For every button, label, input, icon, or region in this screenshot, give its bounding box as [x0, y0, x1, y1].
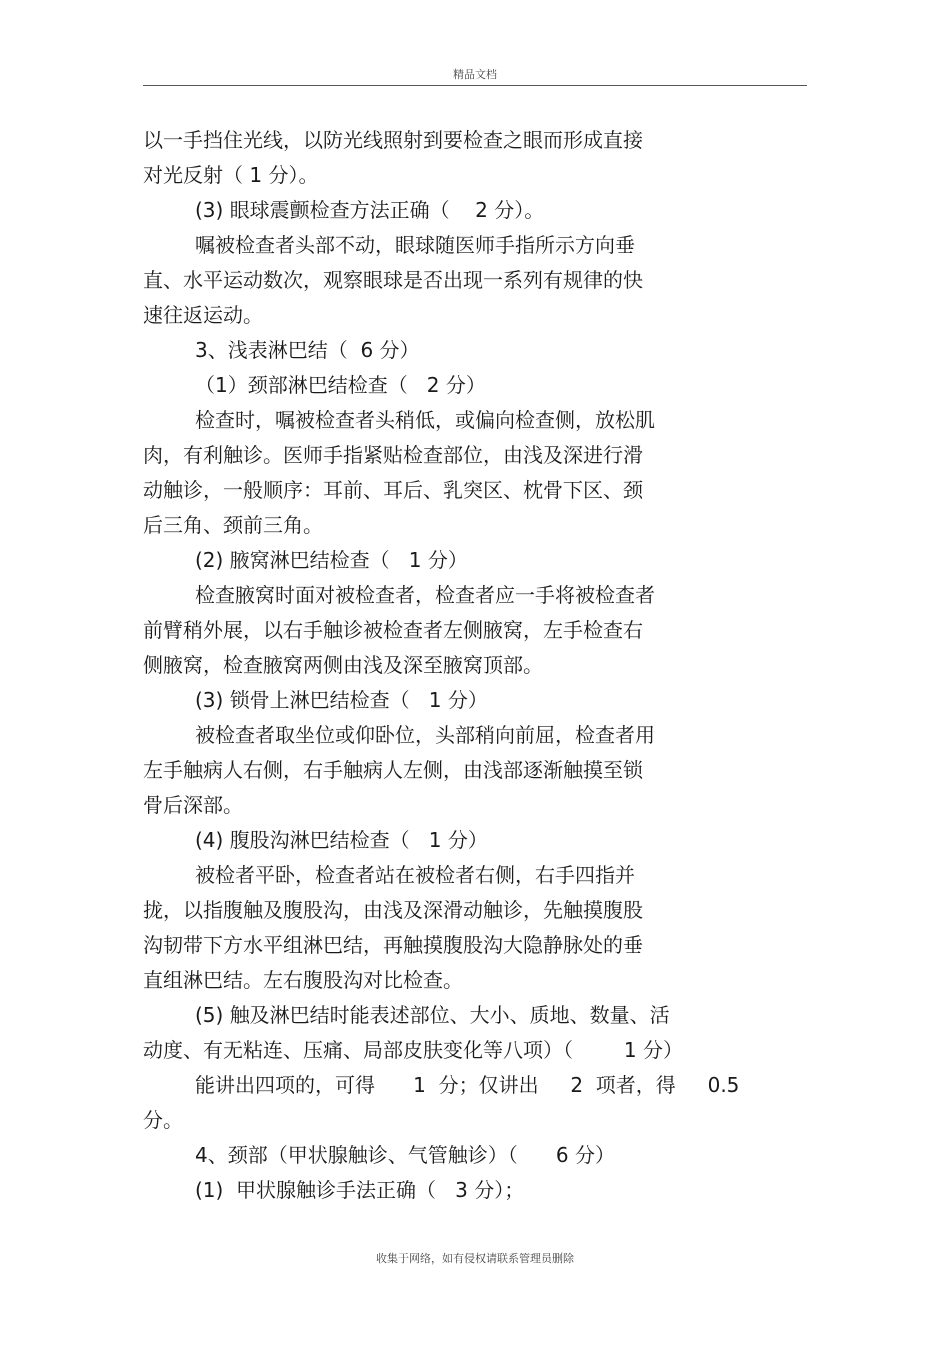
- text-line: 前臂稍外展，以右手触诊被检查者左侧腋窝，左手检查右: [143, 618, 643, 642]
- text-line: 嘱被检查者头部不动，眼球随医师手指所示方向垂: [195, 233, 635, 257]
- text-line: 后三角、颈前三角。: [143, 513, 323, 537]
- text-line: 速往返运动。: [143, 303, 263, 327]
- text-line: 动触诊，一般顺序：耳前、耳后、乳突区、枕骨下区、颈: [143, 478, 643, 502]
- text-line: (2) 腋窝淋巴结检查（ 1 分）: [195, 548, 468, 572]
- text-line: 3、浅表淋巴结（ 6 分）: [195, 338, 420, 362]
- text-line: 被检者平卧，检查者站在被检者右侧，右手四指并: [195, 863, 635, 887]
- text-line: 检查时，嘱被检查者头稍低，或偏向检查侧，放松肌: [195, 408, 655, 432]
- text-line: （1）颈部淋巴结检查（ 2 分）: [195, 373, 486, 397]
- text-line: 被检查者取坐位或仰卧位，头部稍向前屈，检查者用: [195, 723, 655, 747]
- text-line: 分。: [143, 1108, 183, 1132]
- text-line: 直组淋巴结。左右腹股沟对比检查。: [143, 968, 463, 992]
- text-line: 拢，以指腹触及腹股沟，由浅及深滑动触诊，先触摸腹股: [143, 898, 643, 922]
- text-line: (4) 腹股沟淋巴结检查（ 1 分）: [195, 828, 488, 852]
- text-line: 4、颈部（甲状腺触诊、气管触诊）（ 6 分）: [195, 1143, 615, 1167]
- text-line: 动度、有无粘连、压痛、局部皮肤变化等八项）（ 1 分）: [143, 1038, 683, 1062]
- text-line: 能讲出四项的，可得 1 分；仅讲出 2 项者，得 0.5: [195, 1073, 740, 1097]
- text-line: (3) 锁骨上淋巴结检查（ 1 分）: [195, 688, 488, 712]
- page-header: 精品文档: [453, 68, 497, 81]
- text-line: 以一手挡住光线，以防光线照射到要检查之眼而形成直接: [143, 128, 643, 152]
- text-line: 沟韧带下方水平组淋巴结，再触摸腹股沟大隐静脉处的垂: [143, 933, 643, 957]
- page-footer: 收集于网络，如有侵权请联系管理员删除: [376, 1252, 574, 1265]
- text-line: 侧腋窝，检查腋窝两侧由浅及深至腋窝顶部。: [143, 653, 543, 677]
- text-line: (3) 眼球震颤检查方法正确（ 2 分）。: [195, 198, 545, 222]
- text-line: 直、水平运动数次，观察眼球是否出现一系列有规律的快: [143, 268, 643, 292]
- text-line: 肉，有利触诊。医师手指紧贴检查部位，由浅及深进行滑: [143, 443, 643, 467]
- text-line: 检查腋窝时面对被检查者，检查者应一手将被检查者: [195, 583, 655, 607]
- text-line: 对光反射（ 1 分）。: [143, 163, 319, 187]
- text-line: 左手触病人右侧，右手触病人左侧，由浅部逐渐触摸至锁: [143, 758, 643, 782]
- text-line: (1) 甲状腺触诊手法正确（ 3 分）；: [195, 1178, 525, 1202]
- text-line: (5) 触及淋巴结时能表述部位、大小、质地、数量、活: [195, 1003, 670, 1027]
- text-line: 骨后深部。: [143, 793, 243, 817]
